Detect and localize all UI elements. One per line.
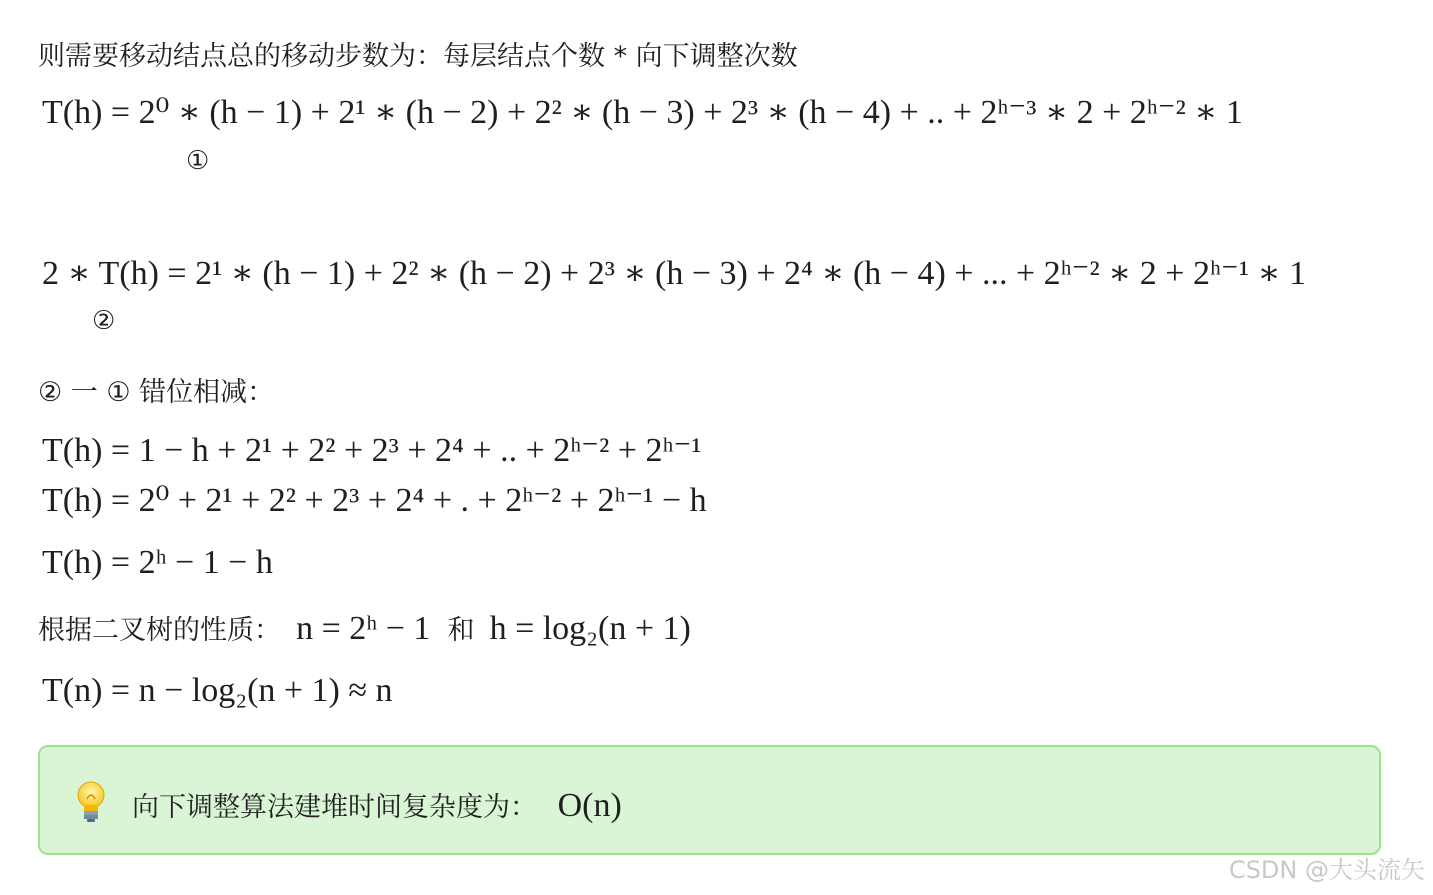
equation-1-rhs: = 2⁰ ∗ (h − 1) + 2¹ ∗ (h − 2) + 2² ∗ (h − 3) + 2³ ∗ (h − 4) + .. + 2ʰ⁻³ ∗ 2 + 2ʰ⁻² ∗ 1 [110, 94, 1243, 131]
lightbulb-icon [74, 781, 108, 827]
equation-1-tag: ① [186, 146, 210, 176]
property-text: 根据二叉树的性质： [38, 615, 281, 646]
callout-content [132, 785, 622, 825]
property-math-1: n = 2ʰ − 1 [296, 610, 431, 647]
equation-3: T(h) = 1 − h + 2¹ + 2² + 2³ + 2⁴ + .. + 2ʰ⁻² + 2ʰ⁻¹ [42, 432, 702, 469]
equation-1 [42, 92, 1243, 132]
subtraction-heading: ② 一 ① 错位相减： [38, 377, 275, 408]
property-line [38, 608, 691, 648]
tip-callout [38, 745, 1381, 855]
property-and: 和 [447, 615, 475, 646]
equation-2 [42, 253, 1306, 293]
callout-text: 向下调整算法建堆时间复杂度为： [132, 792, 537, 823]
equation-2-lhs: 2 ∗ T(h) [42, 255, 159, 292]
equation-2-rhs: = 2¹ ∗ (h − 1) + 2² ∗ (h − 2) + 2³ ∗ (h − 3) + 2⁴ ∗ (h − 4) + ... + 2ʰ⁻² ∗ 2 + 2ʰ⁻¹ ∗ 1 [167, 255, 1307, 292]
callout-math: O(n) [557, 787, 622, 824]
equation-6: T(n) = n − log₂(n + 1) ≈ n [42, 672, 393, 709]
watermark: CSDN @大头流矢 [1228, 856, 1425, 884]
equation-5: T(h) = 2ʰ − 1 − h [42, 544, 273, 581]
intro-text: 则需要移动结点总的移动步数为：每层结点个数 * 向下调整次数 [38, 41, 798, 72]
property-math-2: h = log₂(n + 1) [489, 610, 691, 647]
equation-4: T(h) = 2⁰ + 2¹ + 2² + 2³ + 2⁴ + . + 2ʰ⁻² + 2ʰ⁻¹ − h [42, 482, 707, 519]
equation-2-tag: ② [92, 306, 116, 336]
equation-1-lhs: T(h) [42, 94, 103, 131]
